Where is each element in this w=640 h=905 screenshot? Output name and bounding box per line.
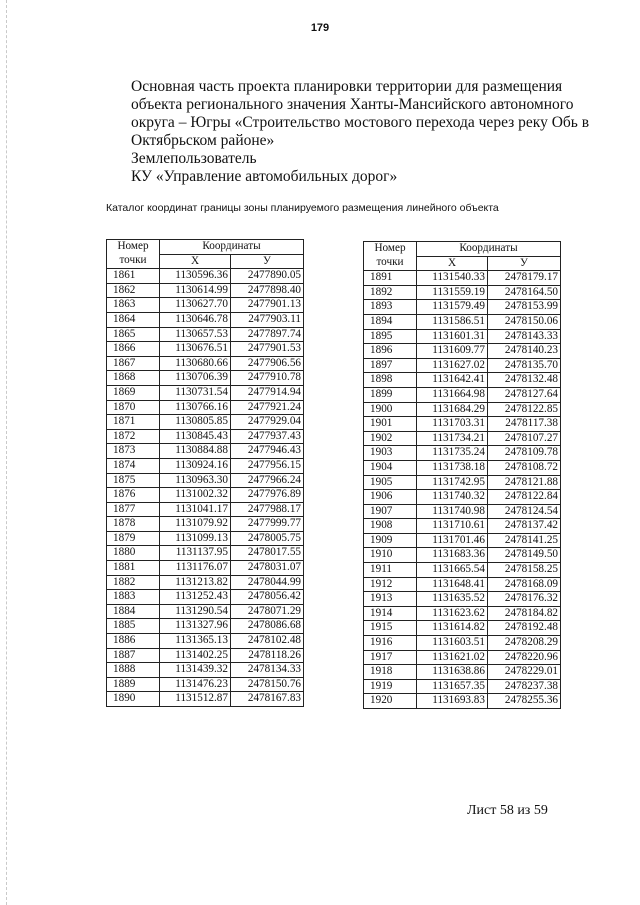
y-coordinate-cell: 2478255.36 (488, 694, 561, 709)
y-coordinate-cell: 2478167.83 (231, 692, 304, 707)
x-coordinate-cell: 1131512.87 (160, 692, 231, 707)
y-coordinate-cell: 2477937.43 (231, 429, 304, 444)
coordinates-header: Координаты (417, 242, 561, 257)
y-coordinate-cell: 2477890.05 (231, 269, 304, 284)
point-number-cell: 1908 (364, 519, 417, 534)
point-number-cell: 1879 (107, 531, 160, 546)
coordinates-header: Координаты (160, 240, 304, 255)
coordinates-table-left (106, 239, 304, 707)
y-coordinate-cell: 2478107.27 (488, 431, 561, 446)
x-coordinate-cell: 1131365.13 (160, 634, 231, 649)
point-number-cell: 1913 (364, 592, 417, 607)
table-row (107, 415, 304, 430)
x-coordinate-cell: 1131635.52 (417, 592, 488, 607)
y-coordinate-cell: 2478056.42 (231, 590, 304, 605)
table-row (364, 548, 561, 563)
y-coordinate-cell: 2478005.75 (231, 531, 304, 546)
y-coordinate-cell: 2478135.70 (488, 358, 561, 373)
table-row (107, 327, 304, 342)
table-row (364, 694, 561, 709)
y-coordinate-cell: 2478122.85 (488, 402, 561, 417)
x-coordinate-cell: 1131742.95 (417, 475, 488, 490)
y-coordinate-cell: 2478017.55 (231, 546, 304, 561)
point-number-cell: 1873 (107, 444, 160, 459)
x-coordinate-cell: 1131137.95 (160, 546, 231, 561)
x-coordinate-cell: 1131002.32 (160, 488, 231, 503)
point-number-cell: 1914 (364, 606, 417, 621)
x-coordinate-cell: 1131290.54 (160, 604, 231, 619)
table-row (107, 590, 304, 605)
page-number: 179 (310, 22, 330, 34)
table-row (107, 298, 304, 313)
y-coordinate-cell: 2478164.50 (488, 285, 561, 300)
point-number-cell: 1894 (364, 314, 417, 329)
x-coordinate-cell: 1131648.41 (417, 577, 488, 592)
y-coordinate-cell: 2478086.68 (231, 619, 304, 634)
x-coordinate-cell: 1131213.82 (160, 575, 231, 590)
table-row (364, 358, 561, 373)
coordinates-table-right (363, 241, 561, 709)
table-row (364, 373, 561, 388)
y-coordinate-cell: 2478179.17 (488, 271, 561, 286)
x-coordinate-cell: 1131540.33 (417, 271, 488, 286)
point-number-cell: 1881 (107, 561, 160, 576)
point-number-cell: 1892 (364, 285, 417, 300)
x-coordinate-cell: 1130596.36 (160, 269, 231, 284)
point-number-cell: 1876 (107, 488, 160, 503)
y-coordinate-cell: 2478121.88 (488, 475, 561, 490)
table-row (364, 533, 561, 548)
table-row (364, 636, 561, 651)
point-number-cell: 1919 (364, 679, 417, 694)
x-coordinate-cell: 1131586.51 (417, 314, 488, 329)
table-row (364, 417, 561, 432)
x-coordinate-cell: 1130657.53 (160, 327, 231, 342)
x-coordinate-cell: 1131614.82 (417, 621, 488, 636)
y-coordinate-cell: 2478122.84 (488, 490, 561, 505)
x-coordinate-cell: 1131623.62 (417, 606, 488, 621)
y-coordinate-cell: 2478220.96 (488, 650, 561, 665)
y-coordinate-cell: 2478044.99 (231, 575, 304, 590)
y-coordinate-cell: 2477988.17 (231, 502, 304, 517)
x-coordinate-cell: 1131684.29 (417, 402, 488, 417)
x-coordinate-cell: 1130963.30 (160, 473, 231, 488)
table-row (364, 621, 561, 636)
x-coordinate-cell: 1130614.99 (160, 283, 231, 298)
table-row (107, 546, 304, 561)
point-number-cell: 1920 (364, 694, 417, 709)
table-row (107, 312, 304, 327)
point-number-cell: 1888 (107, 663, 160, 678)
point-number-cell: 1903 (364, 446, 417, 461)
point-number-cell: 1880 (107, 546, 160, 561)
y-coordinate-cell: 2478150.06 (488, 314, 561, 329)
table-row (107, 531, 304, 546)
y-coordinate-cell: 2478137.42 (488, 519, 561, 534)
y-coordinate-cell: 2477901.13 (231, 298, 304, 313)
y-coordinate-cell: 2478149.50 (488, 548, 561, 563)
point-number-cell: 1882 (107, 575, 160, 590)
table-row (364, 475, 561, 490)
y-coordinate-cell: 2478176.32 (488, 592, 561, 607)
table-row (107, 561, 304, 576)
point-number-cell: 1918 (364, 665, 417, 680)
y-header: У (488, 256, 561, 271)
point-number-cell: 1871 (107, 415, 160, 430)
y-coordinate-cell: 2477999.77 (231, 517, 304, 532)
x-coordinate-cell: 1130676.51 (160, 342, 231, 357)
x-coordinate-cell: 1130706.39 (160, 371, 231, 386)
y-header: У (231, 254, 304, 269)
y-coordinate-cell: 2477976.89 (231, 488, 304, 503)
table-row (364, 592, 561, 607)
point-number-header: Номер точки (364, 242, 417, 271)
header-line: КУ «Управление автомобильных дорог» (131, 168, 398, 185)
table-row (107, 502, 304, 517)
point-number-cell: 1896 (364, 344, 417, 359)
y-coordinate-cell: 2478150.76 (231, 677, 304, 692)
table-row (364, 285, 561, 300)
table-row (364, 563, 561, 578)
table-row (364, 665, 561, 680)
y-coordinate-cell: 2477914.94 (231, 385, 304, 400)
y-coordinate-cell: 2478109.78 (488, 446, 561, 461)
y-coordinate-cell: 2478132.48 (488, 373, 561, 388)
x-coordinate-cell: 1131665.54 (417, 563, 488, 578)
table-row (107, 692, 304, 707)
table-row (364, 271, 561, 286)
y-coordinate-cell: 2478124.54 (488, 504, 561, 519)
point-number-cell: 1867 (107, 356, 160, 371)
x-coordinate-cell: 1131703.31 (417, 417, 488, 432)
x-coordinate-cell: 1131734.21 (417, 431, 488, 446)
x-coordinate-cell: 1131621.02 (417, 650, 488, 665)
table-row (107, 429, 304, 444)
point-number-cell: 1912 (364, 577, 417, 592)
y-coordinate-cell: 2477898.40 (231, 283, 304, 298)
header-line: округа – Югры «Строительство мостового перехода через реку Обь в (131, 114, 590, 131)
x-coordinate-cell: 1131642.41 (417, 373, 488, 388)
point-number-cell: 1902 (364, 431, 417, 446)
document-header (131, 78, 591, 186)
y-coordinate-cell: 2477929.04 (231, 415, 304, 430)
header-line: Основная часть проекта планировки территории для размещения (131, 78, 563, 95)
table-row (364, 431, 561, 446)
table-row (364, 387, 561, 402)
x-coordinate-cell: 1131252.43 (160, 590, 231, 605)
table-row (107, 663, 304, 678)
x-coordinate-cell: 1130805.85 (160, 415, 231, 430)
y-coordinate-cell: 2477901.53 (231, 342, 304, 357)
page-edge-line (6, 0, 8, 905)
x-coordinate-cell: 1130731.54 (160, 385, 231, 400)
table-row (107, 488, 304, 503)
y-coordinate-cell: 2478153.99 (488, 300, 561, 315)
point-number-cell: 1889 (107, 677, 160, 692)
y-coordinate-cell: 2478184.82 (488, 606, 561, 621)
point-number-cell: 1864 (107, 312, 160, 327)
table-row (364, 504, 561, 519)
point-number-cell: 1872 (107, 429, 160, 444)
table-row (364, 606, 561, 621)
x-coordinate-cell: 1131657.35 (417, 679, 488, 694)
point-number-cell: 1897 (364, 358, 417, 373)
table-row (364, 446, 561, 461)
x-coordinate-cell: 1131579.49 (417, 300, 488, 315)
table-row (364, 650, 561, 665)
x-coordinate-cell: 1131476.23 (160, 677, 231, 692)
x-header: X (417, 256, 488, 271)
point-number-cell: 1898 (364, 373, 417, 388)
x-coordinate-cell: 1131735.24 (417, 446, 488, 461)
point-number-cell: 1890 (107, 692, 160, 707)
table-row (107, 677, 304, 692)
point-number-cell: 1907 (364, 504, 417, 519)
point-number-cell: 1910 (364, 548, 417, 563)
x-coordinate-cell: 1130680.66 (160, 356, 231, 371)
y-coordinate-cell: 2478141.25 (488, 533, 561, 548)
point-number-cell: 1868 (107, 371, 160, 386)
table-row (364, 329, 561, 344)
x-coordinate-cell: 1131327.96 (160, 619, 231, 634)
point-number-cell: 1883 (107, 590, 160, 605)
y-coordinate-cell: 2477966.24 (231, 473, 304, 488)
point-number-cell: 1878 (107, 517, 160, 532)
point-number-cell: 1901 (364, 417, 417, 432)
x-coordinate-cell: 1131176.07 (160, 561, 231, 576)
x-coordinate-cell: 1131638.86 (417, 665, 488, 680)
point-number-cell: 1862 (107, 283, 160, 298)
point-number-cell: 1877 (107, 502, 160, 517)
table-row (364, 402, 561, 417)
point-number-cell: 1915 (364, 621, 417, 636)
point-number-cell: 1861 (107, 269, 160, 284)
table-row (364, 314, 561, 329)
x-coordinate-cell: 1131079.92 (160, 517, 231, 532)
header-line: Землепользователь (131, 150, 257, 167)
x-coordinate-cell: 1131601.31 (417, 329, 488, 344)
y-coordinate-cell: 2478108.72 (488, 460, 561, 475)
y-coordinate-cell: 2477906.56 (231, 356, 304, 371)
sheet-footer: Лист 58 из 59 (467, 803, 548, 818)
x-coordinate-cell: 1131627.02 (417, 358, 488, 373)
table-row (107, 400, 304, 415)
table-row (107, 283, 304, 298)
point-number-cell: 1866 (107, 342, 160, 357)
y-coordinate-cell: 2477921.24 (231, 400, 304, 415)
x-coordinate-cell: 1130884.88 (160, 444, 231, 459)
table-row (107, 473, 304, 488)
point-number-cell: 1884 (107, 604, 160, 619)
x-header: X (160, 254, 231, 269)
x-coordinate-cell: 1131710.61 (417, 519, 488, 534)
y-coordinate-cell: 2477897.74 (231, 327, 304, 342)
x-coordinate-cell: 1131740.32 (417, 490, 488, 505)
table-row (107, 575, 304, 590)
table-row (107, 619, 304, 634)
table-row (107, 371, 304, 386)
y-coordinate-cell: 2478208.29 (488, 636, 561, 651)
x-coordinate-cell: 1131683.36 (417, 548, 488, 563)
table-row (107, 634, 304, 649)
y-coordinate-cell: 2478229.01 (488, 665, 561, 680)
table-row (107, 517, 304, 532)
x-coordinate-cell: 1131664.98 (417, 387, 488, 402)
y-coordinate-cell: 2478117.38 (488, 417, 561, 432)
y-coordinate-cell: 2478031.07 (231, 561, 304, 576)
x-coordinate-cell: 1130646.78 (160, 312, 231, 327)
point-number-cell: 1891 (364, 271, 417, 286)
x-coordinate-cell: 1131603.51 (417, 636, 488, 651)
table-row (364, 679, 561, 694)
table-row (364, 300, 561, 315)
y-coordinate-cell: 2478127.64 (488, 387, 561, 402)
x-coordinate-cell: 1131609.77 (417, 344, 488, 359)
y-coordinate-cell: 2478192.48 (488, 621, 561, 636)
header-line: Октябрьском районе» (131, 132, 275, 149)
table-row (107, 648, 304, 663)
x-coordinate-cell: 1130627.70 (160, 298, 231, 313)
x-coordinate-cell: 1131439.32 (160, 663, 231, 678)
y-coordinate-cell: 2478140.23 (488, 344, 561, 359)
table-row (364, 577, 561, 592)
point-number-cell: 1905 (364, 475, 417, 490)
header-line: объекта регионального значения Ханты-Мансийского автономного (131, 96, 574, 113)
x-coordinate-cell: 1130766.16 (160, 400, 231, 415)
y-coordinate-cell: 2477903.11 (231, 312, 304, 327)
x-coordinate-cell: 1131701.46 (417, 533, 488, 548)
point-number-header: Номер точки (107, 240, 160, 269)
y-coordinate-cell: 2478071.29 (231, 604, 304, 619)
point-number-cell: 1875 (107, 473, 160, 488)
point-number-cell: 1911 (364, 563, 417, 578)
table-row (364, 344, 561, 359)
point-number-cell: 1886 (107, 634, 160, 649)
table-row (107, 269, 304, 284)
y-coordinate-cell: 2477946.43 (231, 444, 304, 459)
y-coordinate-cell: 2478143.33 (488, 329, 561, 344)
table-row (107, 444, 304, 459)
x-coordinate-cell: 1131693.83 (417, 694, 488, 709)
y-coordinate-cell: 2478134.33 (231, 663, 304, 678)
table-row (364, 519, 561, 534)
point-number-cell: 1885 (107, 619, 160, 634)
table-row (107, 356, 304, 371)
x-coordinate-cell: 1131099.13 (160, 531, 231, 546)
catalog-title: Каталог координат границы зоны планируемого размещения линейного объекта (106, 202, 499, 214)
x-coordinate-cell: 1131402.25 (160, 648, 231, 663)
table-row (107, 385, 304, 400)
y-coordinate-cell: 2477956.15 (231, 458, 304, 473)
point-number-cell: 1893 (364, 300, 417, 315)
y-coordinate-cell: 2478102.48 (231, 634, 304, 649)
table-row (107, 604, 304, 619)
point-number-cell: 1874 (107, 458, 160, 473)
x-coordinate-cell: 1131738.18 (417, 460, 488, 475)
y-coordinate-cell: 2478118.26 (231, 648, 304, 663)
point-number-cell: 1909 (364, 533, 417, 548)
point-number-cell: 1906 (364, 490, 417, 505)
x-coordinate-cell: 1130845.43 (160, 429, 231, 444)
table-row (364, 490, 561, 505)
x-coordinate-cell: 1131041.17 (160, 502, 231, 517)
point-number-cell: 1887 (107, 648, 160, 663)
y-coordinate-cell: 2477910.78 (231, 371, 304, 386)
table-row (364, 460, 561, 475)
point-number-cell: 1865 (107, 327, 160, 342)
point-number-cell: 1899 (364, 387, 417, 402)
y-coordinate-cell: 2478237.38 (488, 679, 561, 694)
point-number-cell: 1900 (364, 402, 417, 417)
table-row (107, 342, 304, 357)
point-number-cell: 1917 (364, 650, 417, 665)
y-coordinate-cell: 2478158.25 (488, 563, 561, 578)
point-number-cell: 1870 (107, 400, 160, 415)
point-number-cell: 1916 (364, 636, 417, 651)
table-row (107, 458, 304, 473)
point-number-cell: 1904 (364, 460, 417, 475)
point-number-cell: 1869 (107, 385, 160, 400)
y-coordinate-cell: 2478168.09 (488, 577, 561, 592)
x-coordinate-cell: 1130924.16 (160, 458, 231, 473)
x-coordinate-cell: 1131740.98 (417, 504, 488, 519)
point-number-cell: 1863 (107, 298, 160, 313)
x-coordinate-cell: 1131559.19 (417, 285, 488, 300)
point-number-cell: 1895 (364, 329, 417, 344)
